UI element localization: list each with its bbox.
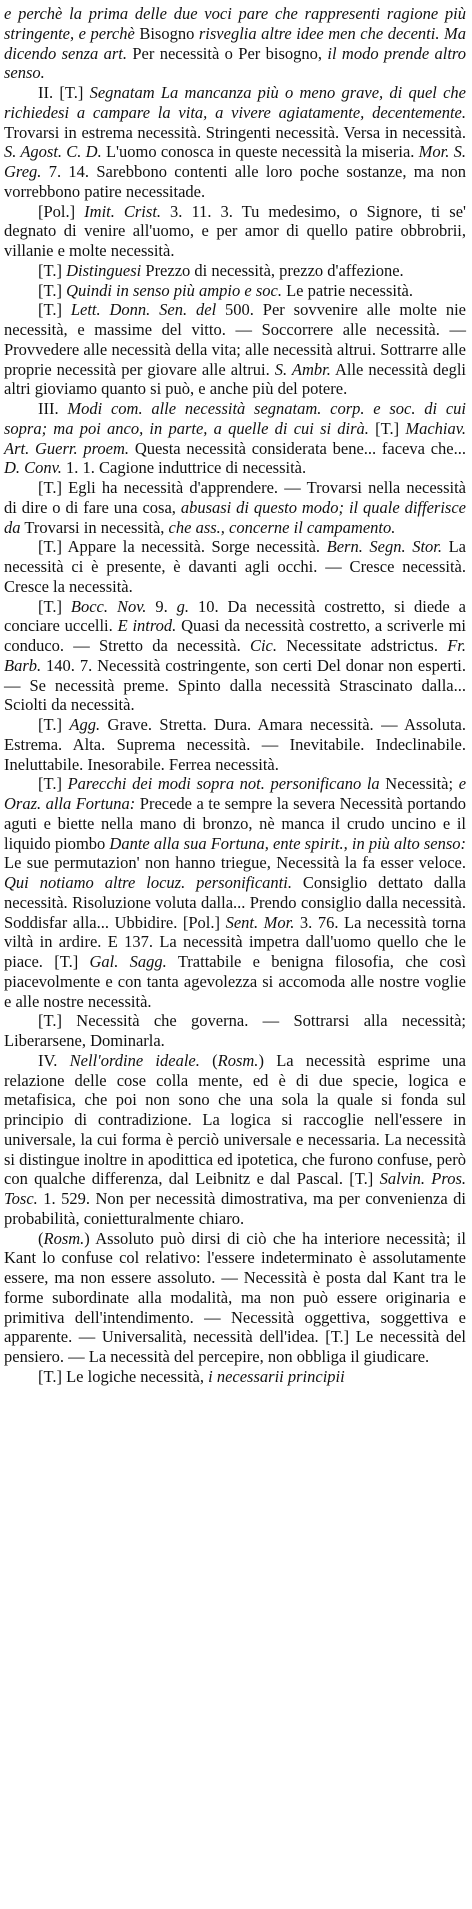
dictionary-paragraph [4,1011,466,1051]
text-run: 9. [146,596,177,616]
text-run: [T.] [38,260,67,280]
italic-run: e Oraz. alla Fortuna: [4,774,467,813]
italic-run: Segnatam La mancanza più o meno grave, di quel che richiedesi a campare la vita, a vivere agiatamente, decentemente. [4,83,466,122]
dictionary-paragraph [4,1367,466,1387]
dictionary-paragraph [4,715,466,774]
italic-run: Bocc. Nov. [70,596,147,616]
text-run: 3. 76. La necessità torna viltà in ardire. E 137. La necessità impetra dall'uomo quello che le piace. [T.] [4,912,467,971]
italic-run: Rosm. [217,1050,259,1070]
italic-run: Quindi in senso più ampio e soc. [66,280,282,300]
dictionary-paragraph [4,478,466,537]
italic-run: Machiav. Art. Guerr. proem. [4,418,466,458]
dictionary-paragraph [4,1051,466,1229]
text-run: Trovarsi in necessità, [20,517,169,537]
italic-run: Qui notiamo altre locuz. personificanti. [4,873,292,892]
text-run: 7. 14. Sarebbono contenti alle loro poche sostanze, ma non vorrebbono patire necessitade. [4,162,466,201]
text-run: III. [38,399,68,418]
text-run: [T.] [38,300,71,320]
italic-run: Imit. Crist. [84,201,162,221]
italic-run: Salvin. Pros. Tosc. [4,1169,466,1208]
dictionary-paragraph [4,774,466,1011]
italic-run: Cic. [249,636,277,655]
dictionary-paragraph [4,300,466,399]
italic-run: Rosm. [43,1228,85,1248]
italic-run: che ass., concerne il campamento. [168,517,396,537]
text-run: Bisogno [139,23,199,43]
italic-run: Dante alla sua Fortuna, ente spirit., in più alto senso: [109,833,466,853]
italic-run: il modo prende altro senso. [4,43,466,83]
text-run: [T.] [38,715,70,734]
dictionary-paragraph [4,4,466,83]
text-run: [T.] Egli ha necessità d'apprendere. — Trovarsi nella necessità di dire o di fare una cosa, [4,478,466,517]
dictionary-paragraph [4,537,466,596]
text-run: La necessità ci è presente, è davanti agli occhi. — Cresce necessità. Cresce la necessità. [4,537,467,596]
text-run: ) La necessità esprime una relazione delle cose colla mente, ed è di due specie, logica e metafisica, che poi non sono che una sola la quale si fonda sul principio di contradizione. La logica si raccoglie nell'essere in universale, la cui forma è perciò universale e necessaria. La necessità si distingue inoltre in apodittica ed ipotetica, che furono confuse, però con qualche differenza, dal Leibnitz e dal Pascal. [T.] [4,1050,466,1189]
text-run: Grave. Stretta. Dura. Amara necessità. — Assoluta. Estrema. Alta. Suprema necessità. — Inevitabile. Indeclinabile. Ineluttabile. Inesorabile. Ferrea necessità. [4,715,466,774]
italic-run: risveglia altre idee men che decenti. Ma dicendo senza art. [4,23,466,63]
text-run: Questa necessità considerata bene... faceva che... [129,438,466,458]
text-run: 1. 1. Cagione induttrice di necessità. [61,458,307,478]
text-run: [T.] Necessità che governa. — Sottrarsi alla necessità; Liberarsene, Dominarla. [4,1011,466,1050]
text-run: [T.] [38,280,67,300]
italic-run: Bern. Segn. Stor. [326,537,443,557]
dictionary-paragraph [4,399,466,478]
text-run: IV. [38,1050,70,1070]
italic-run: Mor. S. Greg. [4,142,466,181]
dictionary-paragraph [4,83,466,202]
italic-run: abusasi di questo modo; il quale differisce da [4,497,466,537]
text-run: Le sue permutazion' non hanno triegue, Necessità la fa esser veloce. [4,853,466,873]
text-run: [T.] [368,418,406,438]
italic-run: D. Conv. [4,458,62,478]
italic-run: Distinguesi [66,260,142,280]
text-run: 3. 11. 3. Tu medesimo, o Signore, ti se' degnato di venire all'uomo, e per amor di quello patire obbrobrii, villanie e molte necessità. [4,201,466,260]
dictionary-paragraph [4,261,466,281]
text-run: Per necessità o Per bisogno, [127,43,328,63]
italic-run: i necessarii principii [208,1366,345,1386]
text-run: 500. Per sovvenire alle molte nie necessità, e massime del vitto. — Soccorrere alle necessità. — Provvedere alle necessità della vita; alle necessità altrui. Sottrarre alle proprie necessità per giovare alle altrui. [4,300,466,379]
italic-run: Modi com. alle necessità segnatam. corp. e soc. di cui sopra; ma poi anco, in parte, a quelle di cui si dirà. [4,399,467,438]
italic-run: Nell'ordine ideale. [69,1050,200,1070]
text-run: Quasi da necessità costretto, a scriverle mi conduco. — Stretto da necessità. [4,616,466,655]
text-run: L'uomo conosca in queste necessità la miseria. [101,142,419,162]
text-run: Consiglio dettato dalla necessità. Risoluzione voluta dalla... Prendo consiglio dalla necessità. Soddisfar alla... Ubbidire. [Pol.] [4,873,466,932]
text-run: ) Assoluto può dirsi di ciò che ha interiore necessità; il Kant lo confuse col relativo: l'essere indeterminato è assolutamente essere, ma non essere assoluto. — Necessità è posta dal Kant tra le forme subordinate alla modalità, ma non può essere originaria e primitiva dell'intendimento. — Necessità oggettiva, soggettiva e apparente. — Universalità, necessità dell'idea. [T.] Le necessità del pensiero. — La necessità del percepire, non obbliga il giudicare. [4,1228,466,1366]
text-run: [T.] [38,774,68,794]
italic-run: g. [176,596,190,616]
text-run: 10. Da necessità costretto, si diede a conciare uccelli. [4,596,466,636]
text-run: Alle necessità degli altri gioviamo quanto si può, e anche più del potere. [4,359,466,399]
italic-run: Parecchi dei modi sopra not. personificano la [67,774,380,794]
dictionary-paragraph [4,597,466,716]
text-run: Necessità; [379,774,459,794]
dictionary-paragraph [4,1229,466,1367]
text-run: Trattabile e benigna filosofia, che così piacevolmente e con tanta agevolezza si accomoda alle nostre voglie e alle nostre necessità. [4,952,466,1011]
text-run: [T.] [38,596,71,616]
text-run: ( [38,1228,44,1248]
italic-run: Sent. Mor. [225,912,295,932]
text-run: Trovarsi in estrema necessità. Stringenti necessità. Versa in necessità. [4,122,466,142]
text-run: II. [T.] [38,83,90,102]
dictionary-paragraph [4,281,466,301]
italic-run: Gal. Sagg. [89,952,167,971]
italic-run: Agg. [69,715,101,734]
text-run: 140. 7. Necessità costringente, son certi Del donar non esperti. — Se necessità preme. Spinto dalla necessità Strascinato dalla... Sciolti da necessità. [4,655,466,715]
text-run: 1. 529. Non per necessità dimostrativa, ma per convenienza di probabilità, conietturalmente chiaro. [4,1189,466,1228]
text-run: [T.] Le logiche necessità, [38,1366,209,1386]
text-run: [Pol.] [38,201,85,221]
italic-run: E introd. [117,616,177,636]
italic-run: Lett. Donn. Sen. del [70,300,217,320]
italic-run: S. Agost. C. D. [4,142,102,162]
italic-run: Fr. Barb. [4,636,466,675]
text-run: Le patrie necessità. [281,280,413,300]
text-run: Necessitate adstrictus. [277,636,448,655]
text-run: Prezzo di necessità, prezzo d'affezione. [141,260,404,280]
text-run: Precede a te sempre la severa Necessità portando aguti e biette nella mano di bronzo, nè manca il crudo uncino e il liquido piombo [4,794,466,853]
text-run: [T.] Appare la necessità. Sorge necessità. [38,537,327,557]
text-run: ( [199,1050,218,1070]
italic-run: S. Ambr. [274,359,331,379]
dictionary-paragraph [4,202,466,261]
italic-run: e perchè la prima delle due voci pare che rappresenti ragione più stringente, e perchè [4,4,466,43]
